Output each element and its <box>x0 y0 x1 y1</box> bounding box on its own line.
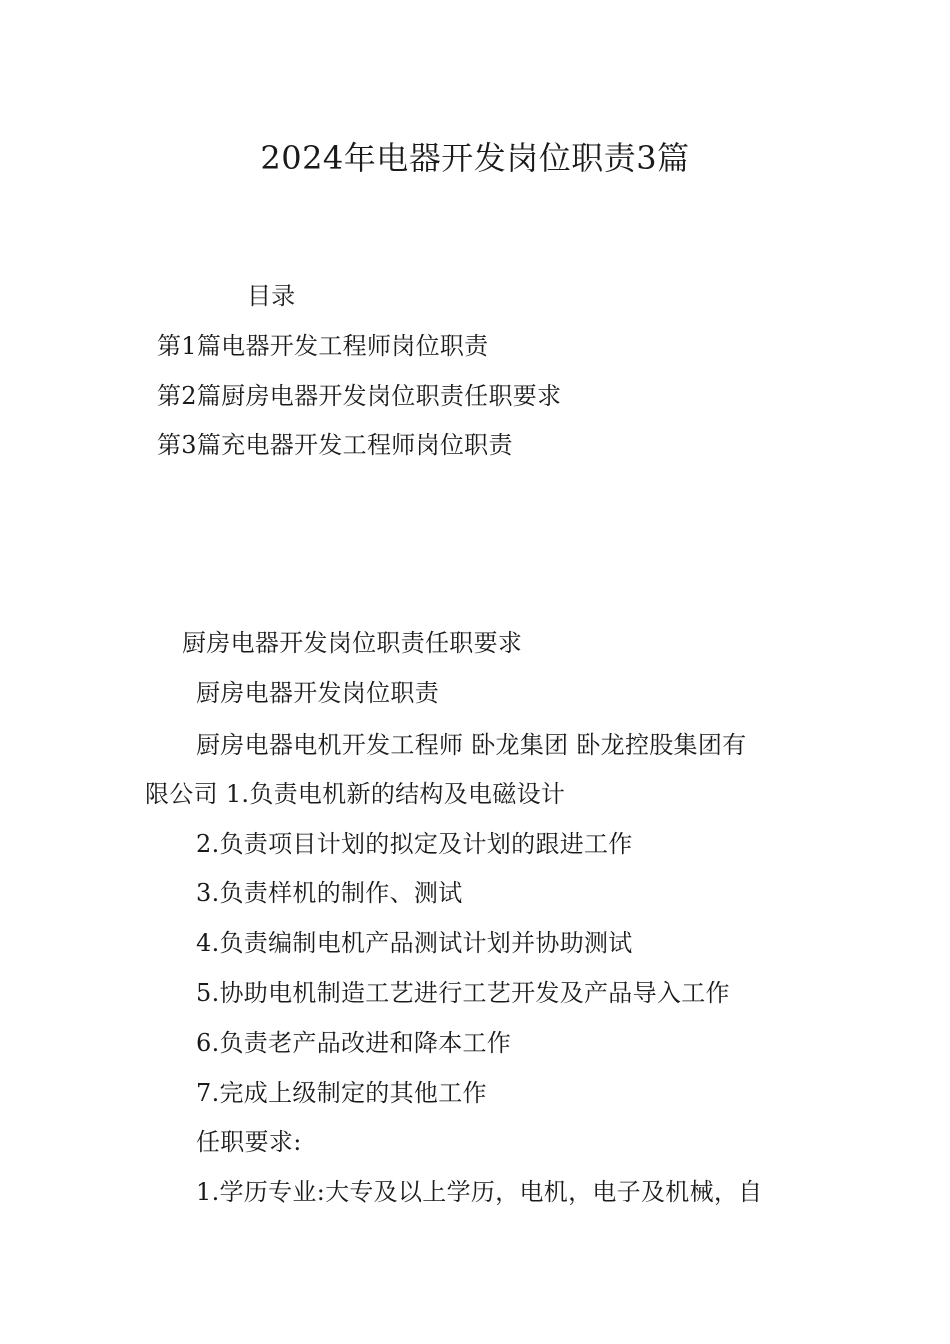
duty-item: 5.协助电机制造工艺进行工艺开发及产品导入工作 <box>196 979 730 1007</box>
duty-item: 3.负责样机的制作、测试 <box>196 879 463 907</box>
duty-item: 2.负责项目计划的拟定及计划的跟进工作 <box>196 830 633 858</box>
duty-item: 7.完成上级制定的其他工作 <box>196 1079 487 1107</box>
document-title: 2024年电器开发岗位职责3篇 <box>260 139 690 177</box>
duty-item: 6.负责老产品改进和降本工作 <box>196 1029 512 1057</box>
toc-item-3: 第3篇充电器开发工程师岗位职责 <box>157 431 513 459</box>
toc-item-1: 第1篇电器开发工程师岗位职责 <box>157 332 489 360</box>
intro-paragraph-line-2: 限公司 1.负责电机新的结构及电磁设计 <box>145 780 566 808</box>
requirements-label: 任职要求: <box>196 1128 302 1156</box>
section-subtitle: 厨房电器开发岗位职责 <box>196 679 439 707</box>
toc-item-2: 第2篇厨房电器开发岗位职责任职要求 <box>157 382 562 410</box>
intro-paragraph-line-1: 厨房电器电机开发工程师 卧龙集团 卧龙控股集团有 <box>196 731 747 759</box>
requirement-item: 1.学历专业:大专及以上学历，电机，电子及机械，自 <box>196 1178 763 1206</box>
toc-heading: 目录 <box>247 282 296 310</box>
section-title: 厨房电器开发岗位职责任职要求 <box>182 629 523 657</box>
duty-item: 4.负责编制电机产品测试计划并协助测试 <box>196 929 633 957</box>
